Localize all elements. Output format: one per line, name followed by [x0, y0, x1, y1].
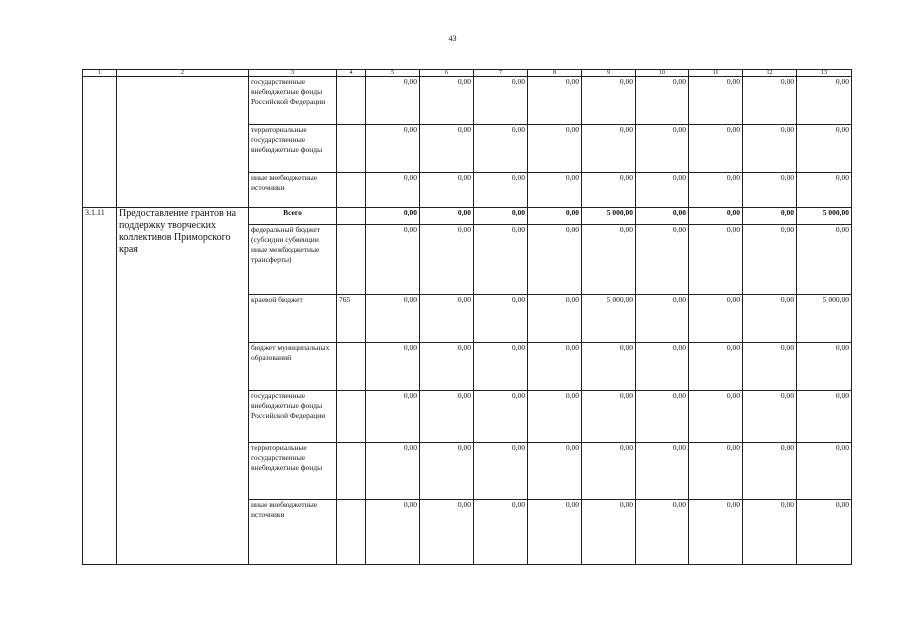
- amount-cell: 0,00: [689, 208, 743, 225]
- amount-cell: 0,00: [743, 208, 797, 225]
- amount-cell: 0,00: [743, 391, 797, 443]
- amount-cell: 0,00: [420, 173, 474, 208]
- source-code: [337, 225, 366, 295]
- amount-cell: 0,00: [366, 125, 420, 173]
- amount-cell: 0,00: [689, 77, 743, 125]
- amount-cell: 0,00: [797, 500, 852, 565]
- amount-cell: 0,00: [420, 295, 474, 343]
- amount-cell: 0,00: [636, 391, 689, 443]
- amount-cell: 0,00: [636, 500, 689, 565]
- amount-cell: 0,00: [474, 125, 528, 173]
- column-number: 3: [249, 70, 337, 77]
- budget-table: [82, 69, 852, 565]
- section-number: 3.1.11: [83, 208, 117, 565]
- amount-cell: 0,00: [420, 125, 474, 173]
- amount-cell: 0,00: [743, 500, 797, 565]
- amount-cell: 0,00: [636, 443, 689, 500]
- amount-cell: 0,00: [689, 125, 743, 173]
- column-number: 8: [528, 70, 582, 77]
- amount-cell: 0,00: [528, 443, 582, 500]
- amount-cell: 0,00: [366, 225, 420, 295]
- page-number: 43: [448, 34, 457, 43]
- source-code: [337, 173, 366, 208]
- amount-cell: 0,00: [582, 391, 636, 443]
- amount-cell: 0,00: [420, 343, 474, 391]
- source-code: [337, 391, 366, 443]
- amount-cell: 0,00: [582, 125, 636, 173]
- amount-cell: 0,00: [366, 295, 420, 343]
- amount-cell: 0,00: [420, 208, 474, 225]
- column-number: 1: [83, 70, 117, 77]
- amount-cell: 0,00: [474, 295, 528, 343]
- amount-cell: 0,00: [797, 125, 852, 173]
- amount-cell: 0,00: [474, 500, 528, 565]
- source-code: [337, 343, 366, 391]
- amount-cell: 0,00: [528, 208, 582, 225]
- amount-cell: 0,00: [474, 343, 528, 391]
- column-number: 7: [474, 70, 528, 77]
- amount-cell: 5 000,00: [582, 295, 636, 343]
- source-label: иные внебюджетные источники: [249, 173, 337, 208]
- source-code: [337, 443, 366, 500]
- amount-cell: 0,00: [420, 391, 474, 443]
- source-code: [337, 208, 366, 225]
- source-label: государственные внебюджетные фонды Российской Федерации: [249, 77, 337, 125]
- amount-cell: 0,00: [743, 77, 797, 125]
- amount-cell: 0,00: [689, 500, 743, 565]
- amount-cell: 5 000,00: [797, 208, 852, 225]
- amount-cell: 0,00: [528, 391, 582, 443]
- amount-cell: 0,00: [797, 225, 852, 295]
- amount-cell: 0,00: [636, 77, 689, 125]
- amount-cell: 0,00: [797, 391, 852, 443]
- amount-cell: 0,00: [474, 443, 528, 500]
- column-number-row: [83, 70, 852, 77]
- column-number: 10: [636, 70, 689, 77]
- amount-cell: 0,00: [689, 443, 743, 500]
- amount-cell: 0,00: [689, 225, 743, 295]
- amount-cell: 0,00: [743, 443, 797, 500]
- amount-cell: 0,00: [689, 173, 743, 208]
- amount-cell: 0,00: [528, 125, 582, 173]
- column-number: 11: [689, 70, 743, 77]
- amount-cell: 0,00: [528, 225, 582, 295]
- amount-cell: 0,00: [366, 173, 420, 208]
- amount-cell: 0,00: [582, 500, 636, 565]
- amount-cell: 0,00: [797, 77, 852, 125]
- column-number: 6: [420, 70, 474, 77]
- amount-cell: 0,00: [797, 443, 852, 500]
- column-number: 5: [366, 70, 420, 77]
- amount-cell: 0,00: [474, 208, 528, 225]
- amount-cell: 0,00: [420, 77, 474, 125]
- amount-cell: 0,00: [743, 295, 797, 343]
- amount-cell: 0,00: [474, 173, 528, 208]
- source-label: Всего: [249, 208, 337, 225]
- amount-cell: 0,00: [689, 391, 743, 443]
- source-code: [337, 500, 366, 565]
- amount-cell: 0,00: [689, 295, 743, 343]
- amount-cell: 0,00: [528, 295, 582, 343]
- source-label: территориальные государственные внебюджетные фонды: [249, 125, 337, 173]
- amount-cell: 0,00: [743, 343, 797, 391]
- source-label: иные внебюджетные источники: [249, 500, 337, 565]
- column-number: 12: [743, 70, 797, 77]
- amount-cell: 5 000,00: [797, 295, 852, 343]
- amount-cell: 5 000,00: [582, 208, 636, 225]
- amount-cell: 0,00: [366, 500, 420, 565]
- column-number: 4: [337, 70, 366, 77]
- amount-cell: 0,00: [420, 443, 474, 500]
- amount-cell: 0,00: [797, 173, 852, 208]
- amount-cell: 0,00: [528, 77, 582, 125]
- row-number: [83, 77, 117, 208]
- source-code: [337, 77, 366, 125]
- amount-cell: 0,00: [366, 208, 420, 225]
- column-number: 2: [117, 70, 249, 77]
- source-label: территориальные государственные внебюджетные фонды: [249, 443, 337, 500]
- source-label: бюджет муниципальных образований: [249, 343, 337, 391]
- table-row: [83, 77, 852, 125]
- amount-cell: 0,00: [366, 77, 420, 125]
- column-number: 9: [582, 70, 636, 77]
- amount-cell: 0,00: [743, 125, 797, 173]
- amount-cell: 0,00: [582, 343, 636, 391]
- amount-cell: 0,00: [743, 173, 797, 208]
- amount-cell: 0,00: [743, 225, 797, 295]
- amount-cell: 0,00: [366, 443, 420, 500]
- amount-cell: 0,00: [528, 173, 582, 208]
- table-row: [83, 208, 852, 225]
- amount-cell: 0,00: [366, 391, 420, 443]
- amount-cell: 0,00: [474, 77, 528, 125]
- amount-cell: 0,00: [582, 173, 636, 208]
- source-label: государственные внебюджетные фонды Российской Федерации: [249, 391, 337, 443]
- source-code: [337, 125, 366, 173]
- amount-cell: 0,00: [528, 500, 582, 565]
- amount-cell: 0,00: [636, 343, 689, 391]
- source-label: краевой бюджет: [249, 295, 337, 343]
- amount-cell: 0,00: [366, 343, 420, 391]
- amount-cell: 0,00: [528, 343, 582, 391]
- amount-cell: 0,00: [420, 225, 474, 295]
- amount-cell: 0,00: [636, 208, 689, 225]
- amount-cell: 0,00: [636, 125, 689, 173]
- amount-cell: 0,00: [420, 500, 474, 565]
- amount-cell: 0,00: [636, 295, 689, 343]
- amount-cell: 0,00: [797, 343, 852, 391]
- amount-cell: 0,00: [636, 173, 689, 208]
- section-title: Предоставление грантов на поддержку творческих коллективов Приморского края: [117, 208, 249, 565]
- amount-cell: 0,00: [474, 391, 528, 443]
- amount-cell: 0,00: [474, 225, 528, 295]
- source-label: федеральный бюджет (субсидии субвенции иные межбюджетные трансферты): [249, 225, 337, 295]
- source-code: 765: [337, 295, 366, 343]
- amount-cell: 0,00: [582, 225, 636, 295]
- column-number: 13: [797, 70, 852, 77]
- event-name: [117, 77, 249, 208]
- amount-cell: 0,00: [582, 443, 636, 500]
- amount-cell: 0,00: [636, 225, 689, 295]
- amount-cell: 0,00: [582, 77, 636, 125]
- amount-cell: 0,00: [689, 343, 743, 391]
